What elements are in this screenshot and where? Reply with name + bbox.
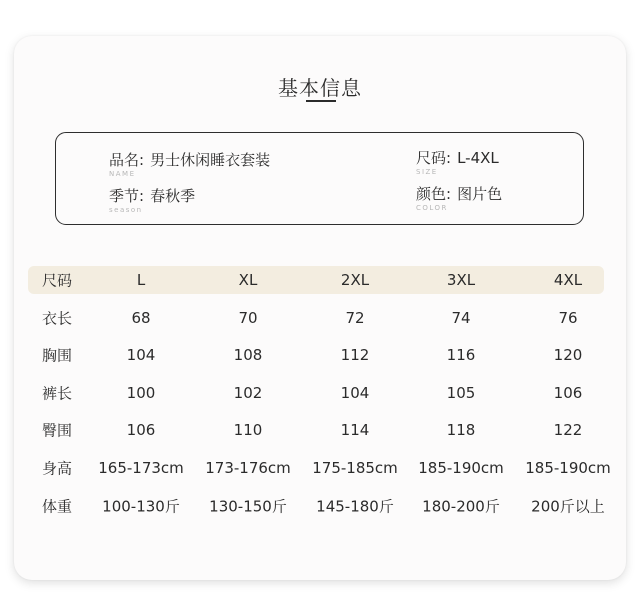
table-row-label: 衣长 <box>42 309 73 328</box>
table-row-cell: 130-150斤 <box>209 497 287 516</box>
table-row-label: 胸围 <box>42 346 73 365</box>
table-row-cell: 100 <box>126 384 156 402</box>
table-header-label: 尺码 <box>42 271 73 290</box>
title-underline <box>306 100 336 102</box>
size-label: 尺码: <box>416 149 452 167</box>
table-row-cell: 185-190cm <box>525 459 611 477</box>
table-row-cell: 102 <box>233 384 263 402</box>
table-row-label: 体重 <box>42 497 73 516</box>
info-color <box>416 183 503 212</box>
table-row-cell: 114 <box>340 421 370 439</box>
table-row-cell: 106 <box>126 421 156 439</box>
size-table-header-band <box>28 266 604 294</box>
table-row-cell: 116 <box>446 346 476 364</box>
table-row-cell: 175-185cm <box>312 459 398 477</box>
season-sublabel: season <box>109 206 143 214</box>
name-sublabel: NAME <box>109 170 136 178</box>
product-info-box <box>55 132 584 225</box>
table-row-cell: 200斤以上 <box>531 497 605 516</box>
table-row-cell: 70 <box>238 309 258 327</box>
table-header-cell: 4XL <box>553 271 583 289</box>
table-row-label: 身高 <box>42 459 73 478</box>
color-value: 图片色 <box>457 185 503 203</box>
color-sublabel: COLOR <box>416 204 448 212</box>
table-row-cell: 120 <box>553 346 583 364</box>
table-row-cell: 173-176cm <box>205 459 291 477</box>
table-row-cell: 72 <box>345 309 365 327</box>
info-name <box>109 149 271 178</box>
info-season <box>109 185 196 214</box>
season-value: 春秋季 <box>150 187 196 205</box>
table-row-cell: 112 <box>340 346 370 364</box>
table-row-cell: 122 <box>553 421 583 439</box>
page-title: 基本信息 <box>278 76 362 100</box>
table-row-cell: 185-190cm <box>418 459 504 477</box>
table-header-cell: 2XL <box>340 271 370 289</box>
table-row-cell: 105 <box>446 384 476 402</box>
info-size <box>416 147 499 176</box>
table-header-cell: L <box>136 271 146 289</box>
table-row-cell: 180-200斤 <box>422 497 500 516</box>
name-label: 品名: <box>109 151 145 169</box>
table-row-cell: 108 <box>233 346 263 364</box>
size-sublabel: SIZE <box>416 168 438 176</box>
season-label: 季节: <box>109 187 145 205</box>
table-row-cell: 106 <box>553 384 583 402</box>
table-row-cell: 76 <box>558 309 578 327</box>
size-value: L-4XL <box>457 149 499 167</box>
table-row-cell: 110 <box>233 421 263 439</box>
table-row-cell: 104 <box>126 346 156 364</box>
table-header-cell: 3XL <box>446 271 476 289</box>
table-row-cell: 145-180斤 <box>316 497 394 516</box>
table-row-cell: 100-130斤 <box>102 497 180 516</box>
table-row-label: 臀围 <box>42 421 73 440</box>
table-row-cell: 74 <box>451 309 471 327</box>
table-row-cell: 165-173cm <box>98 459 184 477</box>
table-row-label: 裤长 <box>42 384 73 403</box>
name-value: 男士休闲睡衣套装 <box>150 151 271 169</box>
table-row-cell: 68 <box>131 309 151 327</box>
color-label: 颜色: <box>416 185 452 203</box>
table-row-cell: 104 <box>340 384 370 402</box>
table-row-cell: 118 <box>446 421 476 439</box>
table-header-cell: XL <box>238 271 258 289</box>
